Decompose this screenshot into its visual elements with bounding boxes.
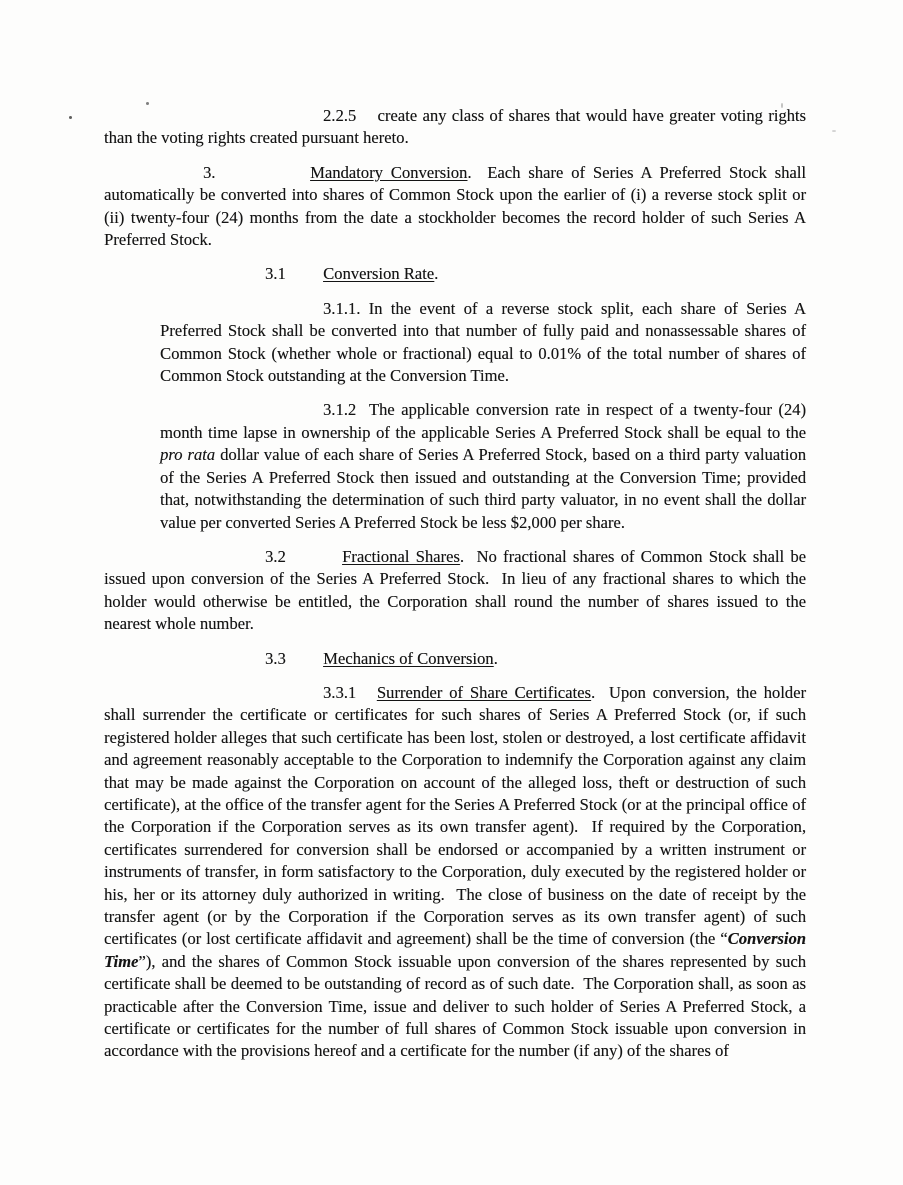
text-segment: Conversion Time [104,929,806,971]
text-segment: pro rata [160,445,216,465]
text-segment: . [434,264,439,284]
scan-speck [832,130,836,132]
text-segment: . No fractional shares of Common Stock shall be issued upon conversion of the Series A Preferred Stock. In lieu of any fractional shares to which the holder would otherwise be entitled, the Corporation shall round the number of shares issued to the nearest whole number. [104,546,807,634]
text-segment: . [493,648,498,668]
heading-3-1-conversion-rate [104,263,806,285]
text-segment: 3.3 [265,648,324,668]
text-segment: Surrender of Share Certificates [376,682,591,702]
text-segment: 2.2.5 create any class of shares that would have greater voting rights than the voting rights created pursuant hereto. [104,106,806,148]
text-segment: Mechanics of Conversion [323,648,494,668]
text-segment: 3. [203,162,311,182]
text-segment: . Upon conversion, the holder shall surrender the certificate or certificates for such shares of Series A Preferred Stock (or, if such registered holder alleges that such certificate has been lost, stolen or destroyed, a lost certificate affidavit and agreement reasonably acceptable to the Corporation to indemnify the Corporation against any claim that may be made against the Corporation on account of the alleged loss, theft or destruction of such certificate), at the office of the transfer agent for the Series A Preferred Stock (or at the principal office of the Corporation if the Corporation serves as its own transfer agent). If required by the Corporation, certificates surrendered for conversion shall be endorsed or accompanied by a written instrument or instruments of transfer, in form satisfactory to the Corporation, duly executed by the registered holder or his, her or its attorney duly authorized in writing. The close of business on the date of receipt by the transfer agent (or by the Corporation if the Corporation serves as its own transfer agent) of such certificates (or lost certificate affidavit and agreement) shall be the time of conversion (the “ [104,682,806,949]
clause-3-1-1 [160,298,806,388]
heading-3-3-mechanics-of-conversion [104,648,806,670]
section-3-mandatory-conversion [104,162,806,252]
text-segment: 3.2 [265,546,343,566]
text-segment: dollar value of each share of Series A Preferred Stock, based on a third party valuation of the Series A Preferred Stock then issued and outstanding at the Conversion Time; provided that, notwithstanding the determination of such third party valuator, in no event shall the dollar value per converted Series A Preferred Stock be less $2,000 per share. [160,445,806,532]
clause-2-2-5 [104,105,806,150]
text-segment: 3.1.1. In the event of a reverse stock split, each share of Series A Preferred Stock shall be converted into that number of fully paid and nonassessable shares of Common Stock (whether whole or fractional) equal to 0.01% of the total number of shares of Common Stock outstanding at the Conversion Time. [160,298,806,386]
clause-3-3-1-surrender-of-share-certificates [104,682,806,1063]
clause-3-2-fractional-shares [104,546,806,636]
text-segment: 3.1.2 The applicable conversion rate in respect of a twenty-four (24) month time lapse in ownership of the applicable Series A Preferred Stock shall be equal to the [160,400,806,442]
scan-speck [69,116,72,119]
text-segment: ”), and the shares of Common Stock issuable upon conversion of the shares represented by such certificate shall be deemed to be outstanding of record as of such date. The Corporation shall, as soon as practicable after the Conversion Time, issue and deliver to such holder of Series A Preferred Stock, a certificate or certificates for the number of full shares of Common Stock issuable upon conversion in accordance with the provisions hereof and a certificate for the number (if any) of the shares of [104,951,806,1061]
text-segment: 3.3.1 [323,682,377,702]
text-segment: Fractional Shares [342,546,460,566]
text-segment: Mandatory Conversion [310,162,468,182]
clause-3-1-2 [160,399,806,533]
document-body [104,105,806,1063]
text-segment: 3.1 [265,264,324,284]
text-segment: . Each share of Series A Preferred Stock shall automatically be converted into shares of Common Stock upon the earlier of (i) a reverse stock split or (ii) twenty-four (24) months from the date a stockholder becomes the record holder of such Series A Preferred Stock. [104,162,807,250]
text-segment: Conversion Rate [323,264,435,284]
